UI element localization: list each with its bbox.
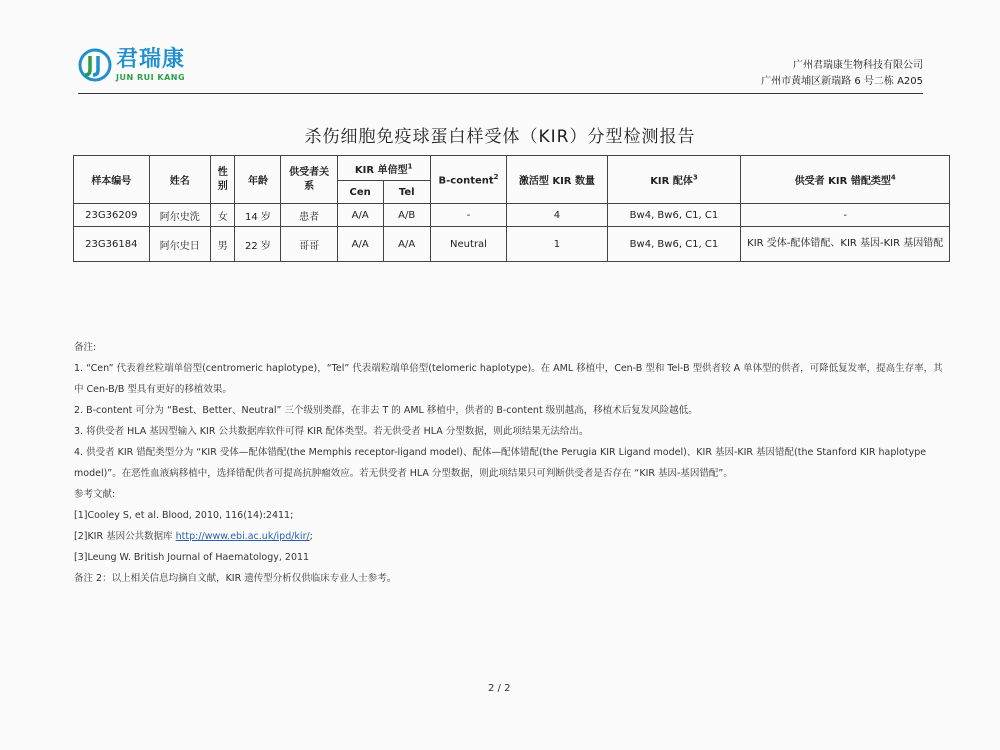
cell-sample-id: 23G36209 [74,204,150,227]
header-relation-label: 供受者关系 [289,166,330,192]
note-item-2: 2. B-content 可分为 “Best、Better、Neutral” 三个级别类群，在非去 T 的 AML 移植中，供者的 B-content 级别越高，移植术后复发风险越低。 [74,405,698,416]
header-b-content [430,156,507,204]
cell-age: 22 岁 [235,227,281,262]
cell-tel: A/B [383,204,430,227]
note-item-1: 1. “Cen” 代表着丝粒端单倍型(centromeric haplotype)，“Tel” 代表端粒端单倍型(telomeric haplotype)。在 AML 移植中，Cen-B 型和 Tel-B 型供者较 A 单体型的供者，可降低复发率，提高生存率，其中 Cen-B/B 型具有更好的移植效果。 [74,363,943,395]
notes-heading: 备注: [74,342,97,353]
table-row [74,227,950,262]
reference-2 [74,526,944,547]
logo-chinese-name: 君瑞康 [116,46,186,72]
cell-sex: 男 [210,227,235,262]
cell-name: 阿尔史日 [149,227,210,262]
reference-1: [1]Cooley S, et al. Blood, 2010, 116(14):2411; [74,510,294,521]
cell-mismatch: KIR 受体-配体错配、KIR 基因-KIR 基因错配 [741,227,950,262]
company-logo [78,48,185,82]
header-sample-id: 样本编号 [74,156,150,204]
reference-2-end: ; [309,531,313,542]
header-tel: Tel [383,181,430,204]
cell-relation: 患者 [281,204,337,227]
cell-cen: A/A [337,204,383,227]
header-age: 年龄 [235,156,281,204]
ref-marker-4: 4 [890,173,896,182]
header-b-content-label: B-content [438,175,494,187]
cell-ligand: Bw4, Bw6, C1, C1 [607,204,741,227]
note-item-4: 4. 供受者 KIR 错配类型分为 “KIR 受体—配体错配(the Memphis receptor-ligand model)、配体—配体错配(the Perugia KIR Ligand model)、KIR 基因-KIR 基因错配(the Stanford KIR haplotype model)”。在恶性血液病移植中，选择错配供者可提高抗肿瘤效应。若无供受者 HLA 分型数据，则此项结果只可判断供受者是否存在 “KIR 基因-基因错配”。 [74,447,927,479]
cell-activating: 4 [507,204,607,227]
header-sex-label: 性别 [217,166,228,192]
header-activating-count: 激活型 KIR 数量 [507,156,607,204]
logo-mark-icon [78,48,112,82]
header-divider [78,93,923,94]
kir-results-table [73,155,950,262]
company-name: 广州君瑞康生物科技有限公司 [793,60,923,71]
company-info [761,58,923,90]
cell-tel: A/A [383,227,430,262]
ref-marker-3: 3 [692,173,698,182]
reference-3: [3]Leung W. British Journal of Haematology, 2011 [74,552,310,563]
cell-sample-id: 23G36184 [74,227,150,262]
header-name: 姓名 [149,156,210,204]
cell-sex: 女 [210,204,235,227]
cell-b-content: Neutral [430,227,507,262]
table-row [74,204,950,227]
cell-b-content: - [430,204,507,227]
header-kir-ligand-label: KIR 配体 [650,176,693,187]
header-relation [281,156,337,204]
header-kir-haplotype [337,156,430,181]
report-title: 杀伤细胞免疫球蛋白样受体（KIR）分型检测报告 [304,127,696,147]
page-number: 2 / 2 [488,683,511,694]
note-item-3: 3. 将供受者 HLA 基因型输入 KIR 公共数据库软件可得 KIR 配体类型。若无供受者 HLA 分型数据，则此项结果无法给出。 [74,426,589,437]
logo-english-name: JUN RUI KANG [116,72,186,82]
cell-mismatch: - [741,204,950,227]
header-sex [210,156,235,204]
company-address: 广州市黄埔区新瑞路 6 号二栋 A205 [761,76,923,87]
cell-activating: 1 [507,227,607,262]
ref-marker-2: 2 [493,172,499,181]
cell-cen: A/A [337,227,383,262]
header-mismatch-type-label: 供受者 KIR 错配类型 [794,176,891,187]
cell-relation: 哥哥 [281,227,337,262]
note-2: 备注 2：以上相关信息均摘自文献，KIR 遗传型分析仅供临床专业人士参考。 [74,573,397,584]
ref-marker-1: 1 [407,162,413,171]
references-heading: 参考文献: [74,489,116,500]
header-cen: Cen [337,181,383,204]
notes-section [74,337,944,589]
cell-name: 阿尔史洗 [149,204,210,227]
header-mismatch-type [741,156,950,204]
cell-ligand: Bw4, Bw6, C1, C1 [607,227,741,262]
header-kir-ligand [607,156,741,204]
cell-age: 14 岁 [235,204,281,227]
header-kir-haplotype-label: KIR 单倍型 [354,164,408,176]
kir-database-link[interactable]: http://www.ebi.ac.uk/ipd/kir/ [175,531,310,542]
reference-2-text: [2]KIR 基因公共数据库 [74,531,176,542]
